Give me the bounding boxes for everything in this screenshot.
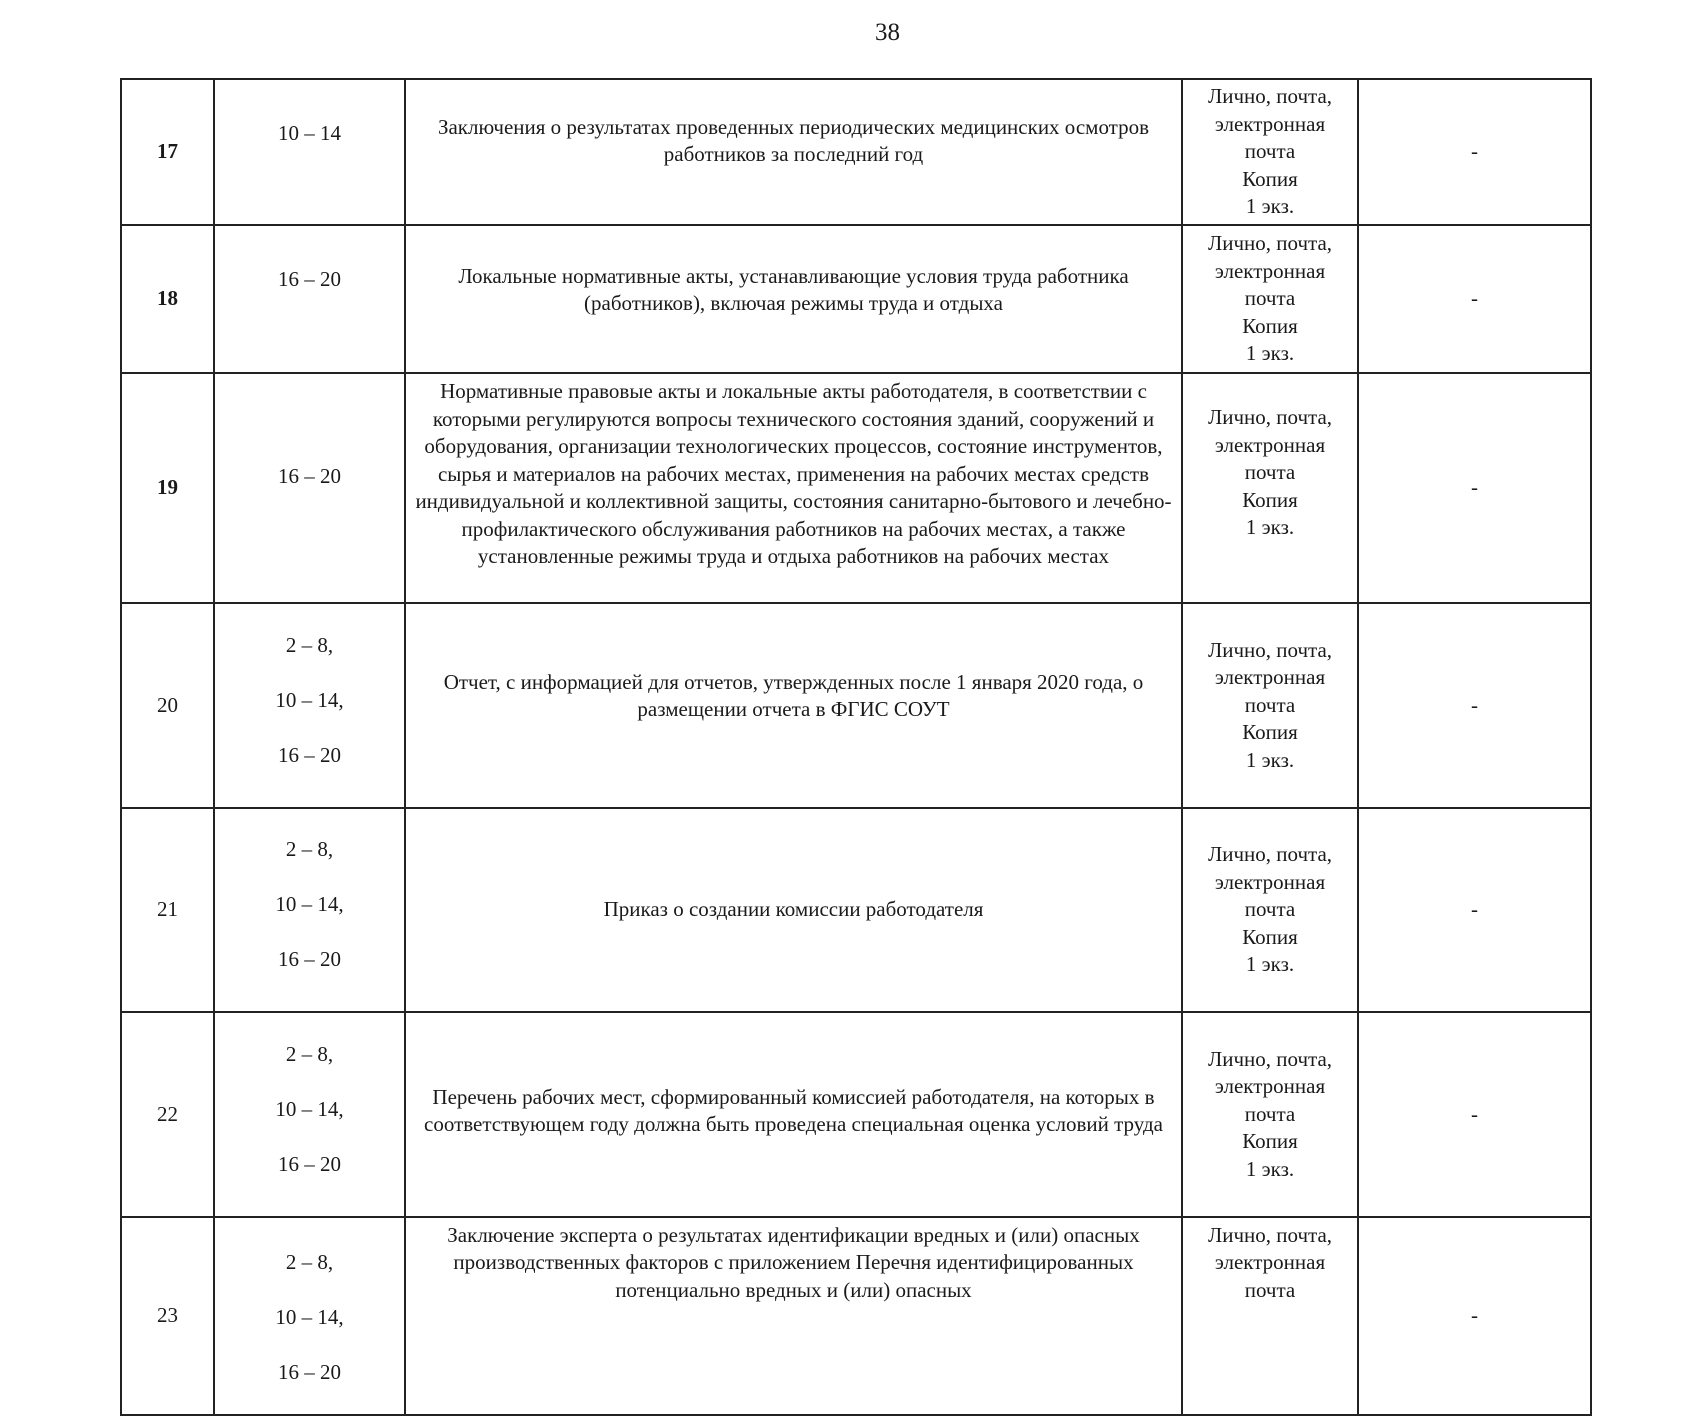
method-line: электронная	[1214, 1250, 1326, 1274]
document-description: Заключение эксперта о результатах идентификации вредных и (или) опасных производственных факторов с приложением Перечня идентифицированных потенциально вредных и (или) опасных	[405, 1217, 1182, 1416]
method-line: почта	[1244, 460, 1296, 485]
range-line: 10 – 14	[278, 120, 341, 145]
method-line: почта	[1244, 897, 1296, 921]
row-number: 22	[121, 1012, 214, 1217]
document-description: Нормативные правовые акты и локальные акты работодателя, в соответствии с которыми регулируются вопросы технического состояния зданий, сооружений и оборудования, организации технологических процессов, состояние инструментов, сырья и материалов на рабочих местах, применения на рабочих местах средств индивидуальной и коллективной защиты, состояния санитарно-бытового и лечебно-профилактического обслуживания работников на рабочих местах, а также установленные режимы труда и отдыха работников на рабочих местах	[405, 373, 1182, 603]
method-line: электронная	[1214, 665, 1326, 689]
submission-method	[1182, 79, 1358, 225]
row-number: 23	[121, 1217, 214, 1416]
range-line: 16 – 20	[278, 1360, 341, 1384]
method-line: почта	[1244, 692, 1296, 717]
document-description: Перечень рабочих мест, сформированный комиссией работодателя, на которых в соответствующем году должна быть проведена специальная оценка условий труда	[405, 1012, 1182, 1217]
range-cell	[214, 373, 405, 603]
method-line: электронная	[1214, 432, 1326, 457]
method-line: почта	[1244, 1277, 1296, 1302]
range-line: 16 – 20	[278, 266, 341, 291]
submission-method	[1182, 808, 1358, 1013]
method-line: 1 экз.	[1245, 194, 1295, 219]
note-cell: -	[1358, 79, 1591, 225]
row-number: 20	[121, 603, 214, 808]
range-line: 16 – 20	[278, 742, 341, 767]
note-cell: -	[1358, 808, 1591, 1013]
method-line: Лично, почта,	[1207, 405, 1333, 430]
row-number: 19	[121, 373, 214, 603]
method-line: электронная	[1214, 1074, 1326, 1098]
method-line: Копия	[1242, 720, 1298, 744]
range-line: 2 – 8,	[285, 1250, 334, 1274]
note-cell: -	[1358, 225, 1591, 373]
range-line: 16 – 20	[278, 1151, 341, 1176]
range-cell	[214, 603, 405, 808]
table-row	[121, 603, 1591, 808]
range-cell	[214, 79, 405, 225]
document-description: Приказ о создании комиссии работодателя	[405, 808, 1182, 1013]
submission-method	[1182, 603, 1358, 808]
method-line: Лично, почта,	[1207, 84, 1333, 109]
row-number: 18	[121, 225, 214, 373]
method-line: Лично, почта,	[1207, 842, 1333, 866]
note-cell: -	[1358, 373, 1591, 603]
range-line: 10 – 14,	[275, 1305, 344, 1329]
range-cell	[214, 808, 405, 1013]
submission-method	[1182, 1012, 1358, 1217]
method-line: Лично, почта,	[1207, 231, 1333, 256]
range-line: 16 – 20	[278, 947, 341, 971]
note-cell: -	[1358, 603, 1591, 808]
method-line: Копия	[1242, 166, 1298, 191]
table-row	[121, 1217, 1591, 1416]
document-description: Заключения о результатах проведенных периодических медицинских осмотров работников за последний год	[405, 79, 1182, 225]
method-line: электронная	[1214, 111, 1326, 136]
method-line: Лично, почта,	[1207, 1222, 1333, 1247]
method-line: почта	[1244, 139, 1296, 164]
method-line: Копия	[1242, 1129, 1298, 1153]
row-number: 21	[121, 808, 214, 1013]
method-line: Лично, почта,	[1207, 1046, 1333, 1071]
table-row	[121, 808, 1591, 1013]
documents-table	[120, 78, 1592, 1416]
method-line: электронная	[1214, 258, 1326, 283]
note-cell: -	[1358, 1012, 1591, 1217]
range-cell	[214, 1012, 405, 1217]
document-description: Отчет, с информацией для отчетов, утвержденных после 1 января 2020 года, о размещении отчета в ФГИС СОУТ	[405, 603, 1182, 808]
range-line: 2 – 8,	[285, 837, 334, 861]
page-number: 38	[875, 19, 900, 46]
method-line: электронная	[1214, 869, 1326, 894]
table-row	[121, 225, 1591, 373]
method-line: 1 экз.	[1245, 515, 1295, 540]
submission-method	[1182, 225, 1358, 373]
method-line: 1 экз.	[1245, 1156, 1295, 1181]
range-line: 10 – 14,	[275, 1096, 344, 1121]
method-line: Копия	[1242, 487, 1298, 512]
range-cell	[214, 1217, 405, 1416]
method-line: 1 экз.	[1245, 747, 1295, 772]
range-line: 10 – 14,	[275, 892, 344, 916]
range-line: 2 – 8,	[285, 1041, 334, 1066]
range-cell	[214, 225, 405, 373]
method-line: почта	[1244, 286, 1296, 311]
method-line: Лично, почта,	[1207, 637, 1333, 662]
table-row	[121, 79, 1591, 225]
table-row	[121, 373, 1591, 603]
submission-method	[1182, 373, 1358, 603]
range-line: 2 – 8,	[285, 632, 334, 657]
method-line: 1 экз.	[1245, 952, 1295, 976]
submission-method	[1182, 1217, 1358, 1416]
method-line: почта	[1244, 1101, 1296, 1126]
document-description: Локальные нормативные акты, устанавливающие условия труда работника (работников), включая режимы труда и отдыха	[405, 225, 1182, 373]
row-number: 17	[121, 79, 214, 225]
method-line: Копия	[1242, 924, 1298, 949]
range-line: 16 – 20	[278, 464, 341, 489]
table-row	[121, 1012, 1591, 1217]
note-cell: -	[1358, 1217, 1591, 1416]
range-line: 10 – 14,	[275, 687, 344, 712]
method-line: Копия	[1242, 313, 1298, 338]
method-line: 1 экз.	[1245, 341, 1295, 366]
